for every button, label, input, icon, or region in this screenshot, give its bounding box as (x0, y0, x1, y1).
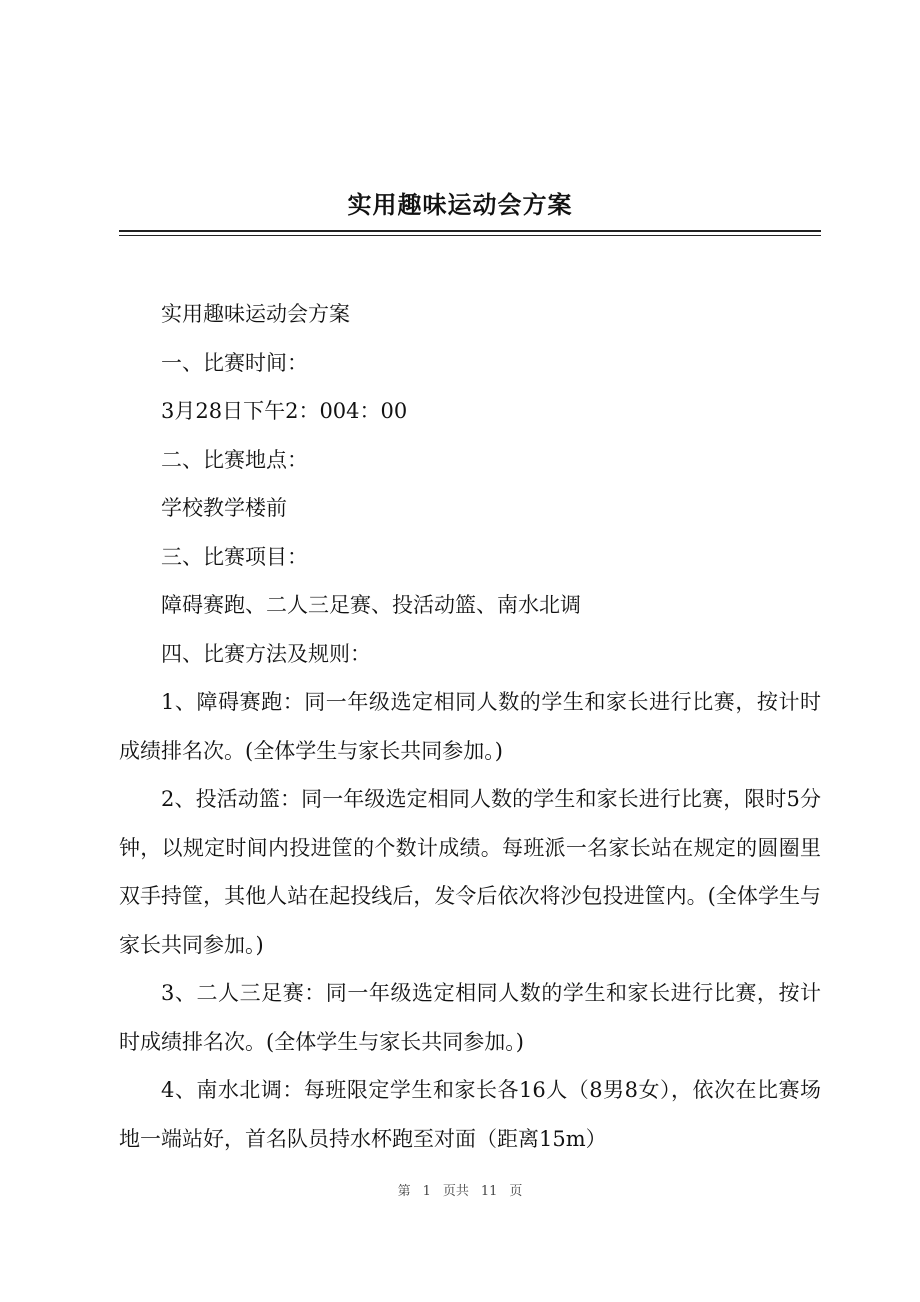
page-footer (0, 1180, 920, 1199)
title-rule-thick (119, 230, 821, 232)
body-paragraph: 一、比赛时间： (161, 350, 308, 375)
body-paragraph: 二、比赛地点： (161, 447, 308, 472)
body-paragraph: 3、二人三足赛：同一年级选定相同人数的学生和家长进行比赛，按计时成绩排名次。(全体学生与家长共同参加。) (119, 981, 821, 1054)
body-paragraph: 3月28日下午2：004：00 (161, 399, 408, 423)
footer-mid: 页共 (442, 1184, 469, 1199)
footer-prefix: 第 (397, 1184, 411, 1199)
body-paragraph: 4、南水北调：每班限定学生和家长各16人（8男8女），依次在比赛场地一端站好，首名队员持水杯跑至对面（距离15m） (119, 1078, 821, 1151)
body-paragraph: 障碍赛跑、二人三足赛、投活动篮、南水北调 (161, 593, 581, 617)
body-paragraph: 学校教学楼前 (161, 496, 287, 520)
document-title: 实用趣味运动会方案 (347, 190, 573, 219)
body-paragraph: 三、比赛项目： (161, 544, 308, 569)
body-paragraph: 2、投活动篮：同一年级选定相同人数的学生和家长进行比赛，限时5分钟，以规定时间内投进筐的个数计成绩。每班派一名家长站在规定的圆圈里双手持筐，其他人站在起投线后，发令后依次将沙包投进筐内。(全体学生与家长共同参加。) (119, 787, 821, 957)
footer-total-pages: 11 (480, 1184, 498, 1199)
body-paragraph: 四、比赛方法及规则： (161, 641, 371, 666)
title-rule-thin (119, 235, 821, 236)
footer-current-page: 1 (422, 1184, 431, 1199)
body-paragraph: 1、障碍赛跑：同一年级选定相同人数的学生和家长进行比赛，按计时成绩排名次。(全体学生与家长共同参加。) (119, 690, 821, 763)
footer-suffix: 页 (509, 1184, 523, 1199)
document-body (119, 290, 821, 1163)
body-paragraph: 实用趣味运动会方案 (161, 302, 350, 326)
